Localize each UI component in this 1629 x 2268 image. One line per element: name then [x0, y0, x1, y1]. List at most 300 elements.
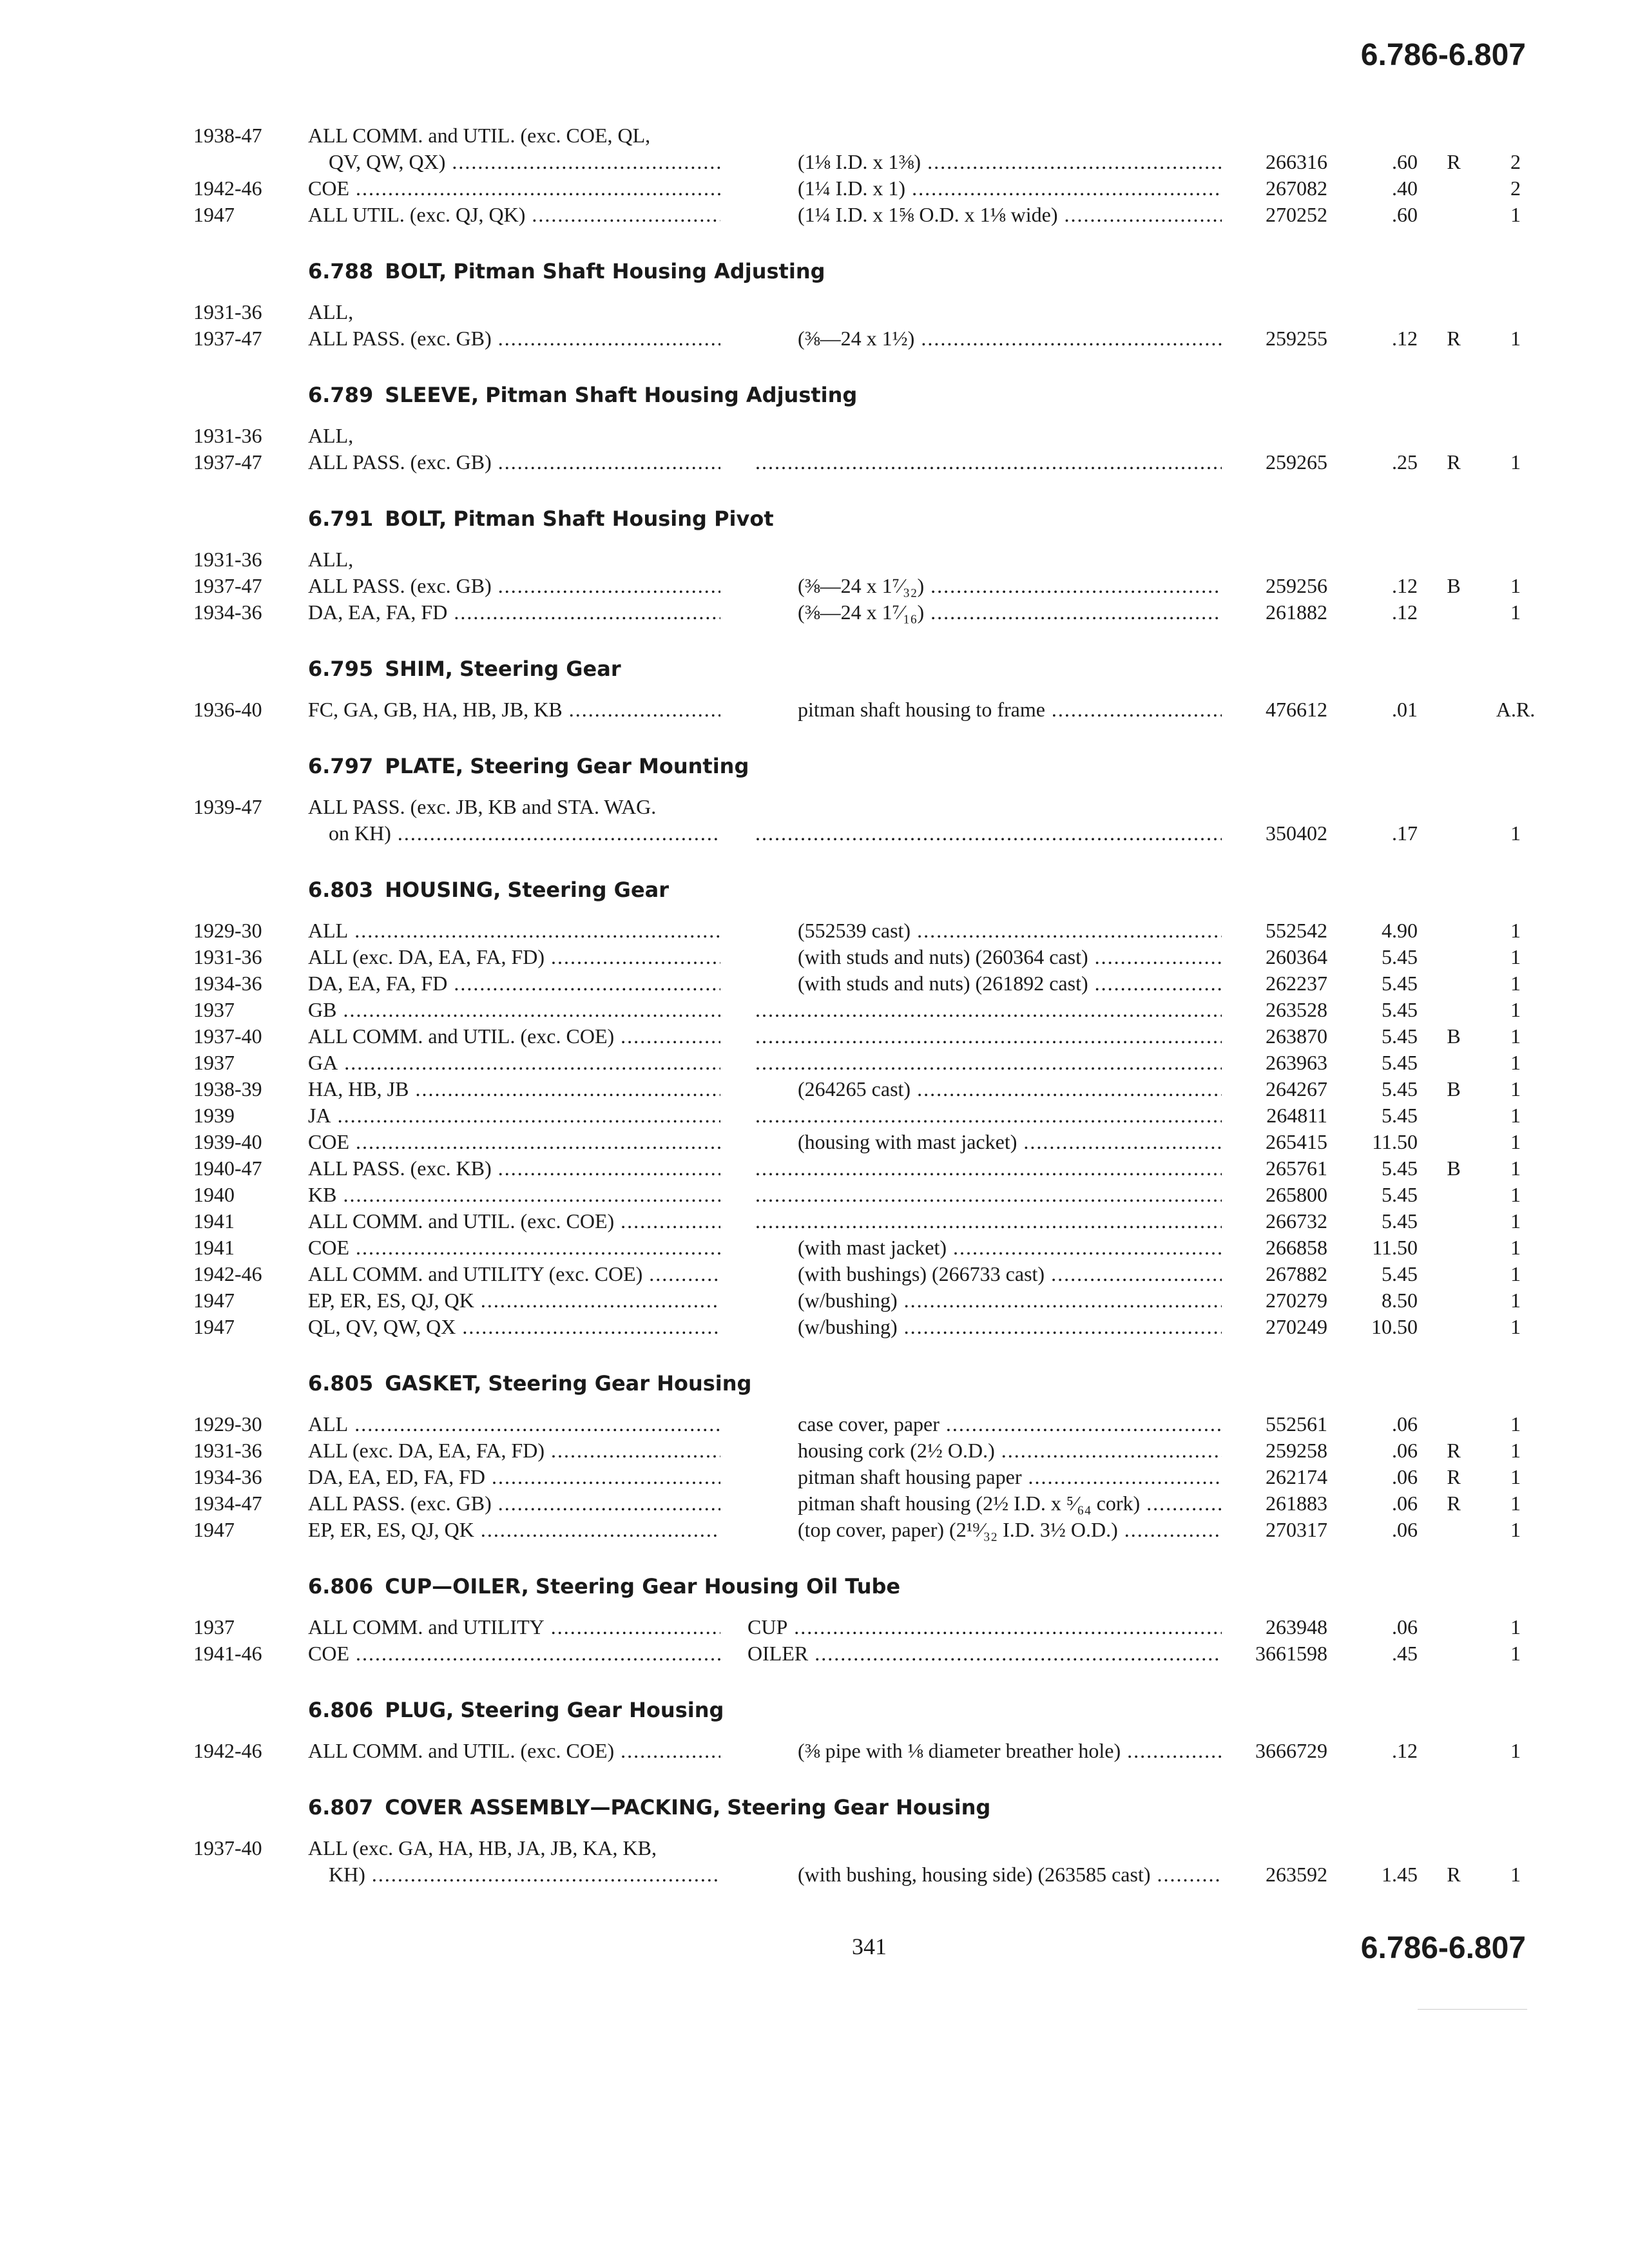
- parts-row: [0, 1050, 1629, 1076]
- description-cell: (1¼ I.D. x 1⅝ O.D. x 1⅛ wide) .....: [798, 202, 1222, 228]
- quantity-cell: 1: [1510, 1492, 1521, 1515]
- price-cell: .45: [1392, 1642, 1418, 1665]
- parts-row: [0, 1464, 1629, 1490]
- parts-row: [0, 546, 1629, 573]
- year-cell: 1931-36: [193, 300, 262, 323]
- section-part-name: HOUSING,: [385, 878, 501, 902]
- section-number: 6.806: [308, 1698, 374, 1722]
- quantity-cell: 1: [1510, 1157, 1521, 1180]
- model-cell: ALL PASS. (exc. JB, KB and STA. WAG.: [308, 795, 657, 818]
- price-cell: 5.45: [1382, 1183, 1418, 1206]
- model-cell: ALL,: [308, 424, 354, 447]
- section-title: [308, 657, 621, 681]
- year-cell: 1947: [193, 1289, 235, 1312]
- parts-row: [0, 1640, 1629, 1667]
- model-cell: ALL PASS. (exc. GB) .....: [308, 573, 720, 599]
- part-number-cell: 263948: [1266, 1615, 1327, 1639]
- description-cell: housing cork (2½ O.D.) .....: [798, 1437, 1222, 1464]
- model-cell: ALL COMM. and UTIL. (exc. COE) .....: [308, 1738, 720, 1764]
- section-description: Pitman Shaft Housing Pivot: [453, 506, 774, 531]
- quantity-cell: 1: [1510, 1262, 1521, 1285]
- year-cell: 1947: [193, 203, 235, 226]
- description-cell: (w/bushing) .....: [798, 1314, 1222, 1340]
- quantity-cell: 1: [1510, 1024, 1521, 1048]
- parts-row: [0, 1208, 1629, 1235]
- model-cell: KH) .....: [308, 1861, 720, 1888]
- description-cell: (⅜—24 x 1⁷⁄₃₂) .....: [798, 573, 1222, 599]
- part-number-cell: 260364: [1266, 945, 1327, 968]
- parts-row: [0, 697, 1629, 723]
- year-cell: 1937: [193, 1615, 235, 1639]
- model-cell: DA, EA, ED, FA, FD .....: [308, 1464, 720, 1490]
- model-cell: JA .....: [308, 1102, 720, 1129]
- year-cell: 1937-47: [193, 327, 262, 350]
- part-number-cell: 262174: [1266, 1465, 1327, 1488]
- year-cell: 1939-47: [193, 795, 262, 818]
- price-cell: 5.45: [1382, 945, 1418, 968]
- parts-row: [0, 202, 1629, 228]
- parts-row: [0, 1076, 1629, 1102]
- code-cell: B: [1447, 1024, 1461, 1048]
- section-part-name: BOLT,: [385, 506, 447, 531]
- description-cell: pitman shaft housing paper .....: [798, 1464, 1222, 1490]
- price-cell: 4.90: [1382, 919, 1418, 942]
- year-cell: 1942-46: [193, 1739, 262, 1762]
- parts-row: [0, 1861, 1629, 1888]
- parts-row: [0, 1102, 1629, 1129]
- price-cell: 5.45: [1382, 998, 1418, 1021]
- quantity-cell: 2: [1510, 177, 1521, 200]
- section-description: Pitman Shaft Housing Adjusting: [453, 259, 825, 284]
- section-heading: [0, 723, 1629, 794]
- parts-row: [0, 1155, 1629, 1182]
- quantity-cell: 1: [1510, 574, 1521, 597]
- quantity-cell: A.R.: [1496, 698, 1536, 721]
- quantity-cell: 1: [1510, 1615, 1521, 1639]
- model-cell: ALL COMM. and UTIL. (exc. COE, QL,: [308, 124, 651, 147]
- price-cell: .60: [1392, 150, 1418, 173]
- part-number-cell: 259265: [1266, 450, 1327, 474]
- price-cell: .06: [1392, 1492, 1418, 1515]
- year-cell: 1936-40: [193, 698, 262, 721]
- price-cell: 11.50: [1372, 1236, 1418, 1259]
- parts-row: [0, 1411, 1629, 1437]
- quantity-cell: 1: [1510, 1465, 1521, 1488]
- model-cell: ALL (exc. DA, EA, FA, FD) .....: [308, 944, 720, 970]
- section-title: [308, 383, 857, 407]
- description-cell: OILER .....: [747, 1640, 1222, 1667]
- part-number-cell: 267882: [1266, 1262, 1327, 1285]
- quantity-cell: 1: [1510, 822, 1521, 845]
- price-cell: 5.45: [1382, 1077, 1418, 1100]
- code-cell: R: [1447, 1439, 1461, 1462]
- quantity-cell: 1: [1510, 1412, 1521, 1436]
- section-number: 6.803: [308, 878, 374, 902]
- price-cell: 5.45: [1382, 1209, 1418, 1233]
- section-part-name: SHIM,: [385, 657, 453, 681]
- section-title: [308, 1574, 900, 1599]
- description-cell: (⅜—24 x 1⁷⁄₁₆) .....: [798, 599, 1222, 626]
- model-cell: ALL COMM. and UTIL. (exc. COE) .....: [308, 1208, 720, 1235]
- code-cell: B: [1447, 574, 1461, 597]
- parts-row: [0, 1235, 1629, 1261]
- model-cell: ALL,: [308, 548, 354, 571]
- quantity-cell: 1: [1510, 998, 1521, 1021]
- parts-listing: [0, 122, 1629, 1888]
- description-cell: (1¼ I.D. x 1) .....: [798, 175, 1222, 202]
- quantity-cell: 1: [1510, 1315, 1521, 1338]
- year-cell: 1947: [193, 1315, 235, 1338]
- parts-row: [0, 997, 1629, 1023]
- year-cell: 1934-47: [193, 1492, 262, 1515]
- model-cell: EP, ER, ES, QJ, QK .....: [308, 1517, 720, 1543]
- part-number-cell: 350402: [1266, 822, 1327, 845]
- part-number-cell: 259258: [1266, 1439, 1327, 1462]
- price-cell: 5.45: [1382, 1051, 1418, 1074]
- section-description: Pitman Shaft Housing Adjusting: [485, 383, 858, 407]
- section-description: Steering Gear Housing: [488, 1371, 752, 1396]
- section-part-name: SLEEVE,: [385, 383, 479, 407]
- price-cell: .06: [1392, 1412, 1418, 1436]
- code-cell: R: [1447, 450, 1461, 474]
- price-cell: .40: [1392, 177, 1418, 200]
- model-cell: ALL COMM. and UTILITY .....: [308, 1614, 720, 1640]
- description-cell: pitman shaft housing (2½ I.D. x ⁵⁄₆₄ cork) .....: [798, 1490, 1222, 1517]
- model-cell: ALL COMM. and UTILITY (exc. COE) .....: [308, 1261, 720, 1287]
- model-cell: ALL .....: [308, 1411, 720, 1437]
- price-cell: 11.50: [1372, 1130, 1418, 1153]
- description-cell: [755, 820, 1222, 847]
- part-number-cell: 263963: [1266, 1051, 1327, 1074]
- model-cell: ALL PASS. (exc. GB) .....: [308, 325, 720, 352]
- description-cell: (552539 cast) .....: [798, 918, 1222, 944]
- code-cell: R: [1447, 327, 1461, 350]
- quantity-cell: 1: [1510, 450, 1521, 474]
- year-cell: 1937: [193, 1051, 235, 1074]
- model-cell: QL, QV, QW, QX .....: [308, 1314, 720, 1340]
- section-number: 6.805: [308, 1371, 374, 1396]
- quantity-cell: 1: [1510, 1642, 1521, 1665]
- model-cell: QV, QW, QX) .....: [308, 149, 720, 175]
- parts-row: [0, 423, 1629, 449]
- model-cell: EP, ER, ES, QJ, QK .....: [308, 1287, 720, 1314]
- model-cell: COE .....: [308, 175, 720, 202]
- quantity-cell: 1: [1510, 1518, 1521, 1541]
- model-cell: HA, HB, JB .....: [308, 1076, 720, 1102]
- section-part-name: COVER ASSEMBLY—PACKING,: [385, 1795, 721, 1820]
- part-number-cell: 3666729: [1255, 1739, 1327, 1762]
- price-cell: .12: [1392, 327, 1418, 350]
- part-number-cell: 261882: [1266, 601, 1327, 624]
- section-title: [308, 754, 749, 778]
- price-cell: 5.45: [1382, 1262, 1418, 1285]
- section-description: Steering Gear: [459, 657, 621, 681]
- quantity-cell: 1: [1510, 601, 1521, 624]
- section-number: 6.797: [308, 754, 374, 778]
- price-cell: 5.45: [1382, 1157, 1418, 1180]
- parts-row: [0, 1182, 1629, 1208]
- description-cell: pitman shaft housing to frame .....: [798, 697, 1222, 723]
- price-cell: .25: [1392, 450, 1418, 474]
- parts-row: [0, 1023, 1629, 1050]
- part-number-cell: 270317: [1266, 1518, 1327, 1541]
- quantity-cell: 1: [1510, 1739, 1521, 1762]
- part-number-cell: 261883: [1266, 1492, 1327, 1515]
- model-cell: ALL PASS. (exc. GB) .....: [308, 1490, 720, 1517]
- parts-row: [0, 1314, 1629, 1340]
- year-cell: 1937-47: [193, 574, 262, 597]
- model-cell: ALL (exc. DA, EA, FA, FD) .....: [308, 1437, 720, 1464]
- parts-row: [0, 1614, 1629, 1640]
- year-cell: 1941: [193, 1236, 235, 1259]
- section-description: Steering Gear: [507, 878, 670, 902]
- parts-row: [0, 820, 1629, 847]
- year-cell: 1934-36: [193, 972, 262, 995]
- model-cell: GA .....: [308, 1050, 720, 1076]
- section-description: Steering Gear Mounting: [470, 754, 749, 778]
- year-cell: 1931-36: [193, 548, 262, 571]
- parts-row: [0, 149, 1629, 175]
- description-cell: [755, 1023, 1222, 1050]
- section-heading: [0, 1543, 1629, 1614]
- model-cell: ALL (exc. GA, HA, HB, JA, JB, KA, KB,: [308, 1836, 657, 1860]
- part-number-cell: 266316: [1266, 150, 1327, 173]
- year-cell: 1942-46: [193, 1262, 262, 1285]
- description-cell: (w/bushing) .....: [798, 1287, 1222, 1314]
- section-number: 6.789: [308, 383, 374, 407]
- parts-row: [0, 1261, 1629, 1287]
- model-cell: COE .....: [308, 1129, 720, 1155]
- section-title: [308, 1371, 751, 1396]
- quantity-cell: 1: [1510, 945, 1521, 968]
- section-part-name: PLATE,: [385, 754, 464, 778]
- year-cell: 1941-46: [193, 1642, 262, 1665]
- year-cell: 1937-40: [193, 1836, 262, 1860]
- part-number-cell: 270279: [1266, 1289, 1327, 1312]
- section-number: 6.795: [308, 657, 374, 681]
- section-title: [308, 878, 669, 902]
- description-cell: [755, 449, 1222, 476]
- part-number-cell: 267082: [1266, 177, 1327, 200]
- part-number-cell: 264267: [1266, 1077, 1327, 1100]
- quantity-cell: 1: [1510, 1209, 1521, 1233]
- part-number-cell: 259255: [1266, 327, 1327, 350]
- description-cell: (with mast jacket) .....: [798, 1235, 1222, 1261]
- part-number-cell: 263870: [1266, 1024, 1327, 1048]
- part-number-cell: 265761: [1266, 1157, 1327, 1180]
- price-cell: .12: [1392, 1739, 1418, 1762]
- parts-row: [0, 1129, 1629, 1155]
- part-number-cell: 476612: [1266, 698, 1327, 721]
- section-heading: [0, 1340, 1629, 1411]
- model-cell: ALL COMM. and UTIL. (exc. COE) .....: [308, 1023, 720, 1050]
- section-title: [308, 1698, 724, 1722]
- description-cell: [755, 1050, 1222, 1076]
- description-cell: (264265 cast) .....: [798, 1076, 1222, 1102]
- section-part-name: PLUG,: [385, 1698, 454, 1722]
- description-cell: CUP .....: [747, 1614, 1222, 1640]
- parts-row: [0, 1738, 1629, 1764]
- quantity-cell: 1: [1510, 1863, 1521, 1886]
- parts-row: [0, 175, 1629, 202]
- page-range-header: 6.786-6.807: [1360, 38, 1526, 72]
- year-cell: 1940-47: [193, 1157, 262, 1180]
- quantity-cell: 1: [1510, 1236, 1521, 1259]
- year-cell: 1938-47: [193, 124, 262, 147]
- description-cell: (with studs and nuts) (261892 cast) .....: [798, 970, 1222, 997]
- quantity-cell: 1: [1510, 1104, 1521, 1127]
- quantity-cell: 1: [1510, 203, 1521, 226]
- parts-row: [0, 599, 1629, 626]
- year-cell: 1941: [193, 1209, 235, 1233]
- part-number-cell: 265415: [1266, 1130, 1327, 1153]
- section-heading: [0, 847, 1629, 918]
- parts-row: [0, 1437, 1629, 1464]
- description-cell: (1⅛ I.D. x 1⅜) .....: [798, 149, 1222, 175]
- model-cell: COE .....: [308, 1640, 720, 1667]
- part-number-cell: 265800: [1266, 1183, 1327, 1206]
- description-cell: case cover, paper .....: [798, 1411, 1222, 1437]
- model-cell: DA, EA, FA, FD .....: [308, 599, 720, 626]
- description-cell: (with bushing, housing side) (263585 cast) .....: [798, 1861, 1222, 1888]
- description-cell: (with studs and nuts) (260364 cast) .....: [798, 944, 1222, 970]
- section-title: [308, 259, 825, 284]
- part-number-cell: 264811: [1266, 1104, 1327, 1127]
- price-cell: 5.45: [1382, 1024, 1418, 1048]
- year-cell: 1939-40: [193, 1130, 262, 1153]
- model-cell: DA, EA, FA, FD .....: [308, 970, 720, 997]
- code-cell: R: [1447, 150, 1461, 173]
- parts-row: [0, 794, 1629, 820]
- section-number: 6.807: [308, 1795, 374, 1820]
- quantity-cell: 1: [1510, 1077, 1521, 1100]
- code-cell: R: [1447, 1863, 1461, 1886]
- price-cell: 5.45: [1382, 972, 1418, 995]
- section-description: Steering Gear Housing Oil Tube: [535, 1574, 901, 1599]
- description-cell: [755, 1208, 1222, 1235]
- quantity-cell: 1: [1510, 1183, 1521, 1206]
- model-cell: ALL PASS. (exc. KB) .....: [308, 1155, 720, 1182]
- year-cell: 1929-30: [193, 1412, 262, 1436]
- price-cell: .12: [1392, 601, 1418, 624]
- parts-row: [0, 325, 1629, 352]
- parts-row: [0, 1835, 1629, 1861]
- parts-row: [0, 918, 1629, 944]
- scan-mark: [1418, 2009, 1527, 2010]
- year-cell: 1947: [193, 1518, 235, 1541]
- year-cell: 1937-40: [193, 1024, 262, 1048]
- section-title: [308, 1795, 990, 1820]
- year-cell: 1942-46: [193, 177, 262, 200]
- price-cell: .06: [1392, 1465, 1418, 1488]
- section-number: 6.806: [308, 1574, 374, 1599]
- model-cell: FC, GA, GB, HA, HB, JB, KB .....: [308, 697, 720, 723]
- year-cell: 1931-36: [193, 1439, 262, 1462]
- year-cell: 1931-36: [193, 945, 262, 968]
- code-cell: B: [1447, 1157, 1461, 1180]
- part-number-cell: 263528: [1266, 998, 1327, 1021]
- section-number: 6.791: [308, 506, 374, 531]
- parts-row: [0, 573, 1629, 599]
- quantity-cell: 1: [1510, 1051, 1521, 1074]
- parts-row: [0, 944, 1629, 970]
- section-part-name: BOLT,: [385, 259, 447, 284]
- price-cell: .01: [1392, 698, 1418, 721]
- section-heading: [0, 1667, 1629, 1738]
- section-part-name: CUP—OILER,: [385, 1574, 529, 1599]
- section-part-name: GASKET,: [385, 1371, 482, 1396]
- section-title: [308, 506, 774, 531]
- model-cell: GB .....: [308, 997, 720, 1023]
- year-cell: 1938-39: [193, 1077, 262, 1100]
- price-cell: .06: [1392, 1518, 1418, 1541]
- description-cell: [755, 1155, 1222, 1182]
- code-cell: B: [1447, 1077, 1461, 1100]
- model-cell: ALL PASS. (exc. GB) .....: [308, 449, 720, 476]
- part-number-cell: 262237: [1266, 972, 1327, 995]
- description-cell: (housing with mast jacket) .....: [798, 1129, 1222, 1155]
- code-cell: R: [1447, 1492, 1461, 1515]
- description-cell: [755, 1102, 1222, 1129]
- section-heading: [0, 626, 1629, 697]
- year-cell: 1939: [193, 1104, 235, 1127]
- quantity-cell: 1: [1510, 1289, 1521, 1312]
- part-number-cell: 259256: [1266, 574, 1327, 597]
- part-number-cell: 266732: [1266, 1209, 1327, 1233]
- price-cell: .06: [1392, 1615, 1418, 1639]
- section-heading: [0, 228, 1629, 299]
- quantity-cell: 1: [1510, 972, 1521, 995]
- part-number-cell: 270249: [1266, 1315, 1327, 1338]
- parts-row: [0, 970, 1629, 997]
- price-cell: 10.50: [1371, 1315, 1418, 1338]
- year-cell: 1934-36: [193, 601, 262, 624]
- model-cell: COE .....: [308, 1235, 720, 1261]
- description-cell: [755, 1182, 1222, 1208]
- model-cell: ALL UTIL. (exc. QJ, QK) .....: [308, 202, 720, 228]
- year-cell: 1934-36: [193, 1465, 262, 1488]
- model-cell: on KH) .....: [308, 820, 720, 847]
- section-number: 6.788: [308, 259, 374, 284]
- year-cell: 1931-36: [193, 424, 262, 447]
- description-cell: (top cover, paper) (2¹⁹⁄₃₂ I.D. 3½ O.D.) .....: [798, 1517, 1222, 1543]
- price-cell: 1.45: [1382, 1863, 1418, 1886]
- year-cell: 1929-30: [193, 919, 262, 942]
- section-description: Steering Gear Housing: [727, 1795, 991, 1820]
- code-cell: R: [1447, 1465, 1461, 1488]
- price-cell: 5.45: [1382, 1104, 1418, 1127]
- price-cell: 8.50: [1382, 1289, 1418, 1312]
- part-number-cell: 263592: [1266, 1863, 1327, 1886]
- price-cell: .60: [1392, 203, 1418, 226]
- section-heading: [0, 476, 1629, 546]
- price-cell: .12: [1392, 574, 1418, 597]
- year-cell: 1937-47: [193, 450, 262, 474]
- description-cell: (⅜ pipe with ⅛ diameter breather hole) .....: [798, 1738, 1222, 1764]
- part-number-cell: 270252: [1266, 203, 1327, 226]
- year-cell: 1937: [193, 998, 235, 1021]
- model-cell: KB .....: [308, 1182, 720, 1208]
- parts-row: [0, 122, 1629, 149]
- part-number-cell: 552542: [1266, 919, 1327, 942]
- parts-row: [0, 1490, 1629, 1517]
- quantity-cell: 1: [1510, 1130, 1521, 1153]
- quantity-cell: 1: [1510, 1439, 1521, 1462]
- page-range-footer: 6.786-6.807: [1360, 1931, 1526, 1965]
- parts-row: [0, 1517, 1629, 1543]
- model-cell: ALL,: [308, 300, 354, 323]
- description-cell: [755, 997, 1222, 1023]
